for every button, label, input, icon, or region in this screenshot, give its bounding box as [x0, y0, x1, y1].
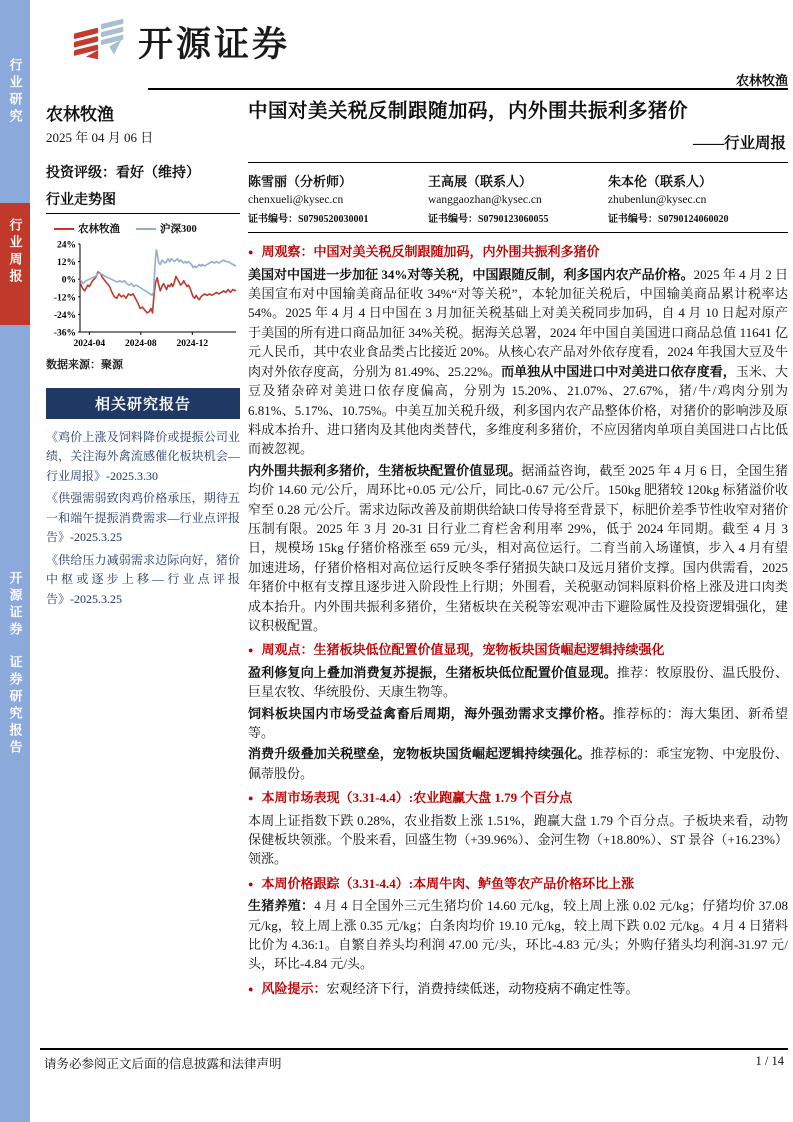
legend-item [54, 221, 120, 236]
section-heading [248, 242, 788, 262]
svg-text:-36%: -36% [53, 328, 76, 339]
company-logo [72, 14, 290, 70]
bullet-icon: ● [248, 793, 254, 804]
analyst-card [428, 171, 608, 225]
text-run: 消费升级叠加关税壁垒，宠物板块国货崛起逻辑持续强化。 [248, 746, 591, 762]
left-info-column [46, 100, 240, 612]
legend-swatch [136, 228, 156, 230]
analyst-email[interactable]: chenxueli@kysec.cn [248, 194, 344, 207]
sidebar-label-industry-research: 行业研究 [7, 58, 23, 126]
section-heading [248, 979, 788, 999]
text-run: 据涌益咨询，截至 2025 年 4 月 6 日，全国生猪均价 14.60 元/公斤，周环比+0.05 元/公斤，同比-0.67 元/公斤。150kg 肥猪较 120kg 标猪溢价收窄至 0.28 元/公斤。需求边际改善及前期供给缺口传导将至背景下，标肥价差季节性收窄对猪价压制有限。2025 年 3 月 20-31 日行业二育栏舍利用率 29%，低于 2024 年同期。截至 4 月 3 日，规模场 15kg 仔猪价格涨至 659 元/头，相对高位运行。二育当前入场谨慎，步入 4 月有望加速进场，仔猪价格相对高位运行反映冬季仔猪损失缺口及远月猪价支撑。国内供需看，2025 年猪价中枢有支撑且逐步进入阶段性上行期；外围看，关税驱动饲料原料价格上涨及进口肉类成本抬升。内外围共振利多猪价，生猪板块在关税等宏观冲击下避险属性及投资逻辑强化，建议积极配置。 [248, 462, 788, 633]
main-column [248, 98, 788, 1001]
industry-name: 农林牧渔 [46, 105, 114, 124]
text-run: 风险提示： [261, 980, 327, 996]
kaiyuan-ribbon-icon [72, 14, 128, 70]
body-paragraph [248, 704, 788, 743]
text-run: 宏观经济下行，消费持续低迷，动物疫病不确定性等。 [326, 980, 639, 996]
text-run: 本周价格跟踪（3.31-4.4）:本周牛肉、鲈鱼等农产品价格环比上涨 [261, 875, 635, 891]
body-paragraph [248, 461, 788, 636]
related-reports-title: 相关研究报告 [46, 388, 240, 419]
body-paragraph [248, 811, 788, 869]
analyst-cert: 证书编号：S0790520030001 [248, 214, 369, 226]
related-report-item[interactable]: 《供强需弱致肉鸡价格承压，期待五一和端午提振消费需求—行业点评报告》-2025.3.25 [46, 491, 240, 545]
section-heading [248, 788, 788, 808]
related-report-list [46, 428, 240, 609]
svg-text:-24%: -24% [53, 310, 76, 321]
industry-tag: 农林牧渔 [735, 73, 788, 88]
text-run: 4 月 4 日全国外三元生猪均价 14.60 元/kg，较上周上涨 0.02 元/kg；仔猪均价 37.08 元/kg，较上周上涨 0.35 元/kg；白条肉均价 19.10 元/kg，较上周下跌 0.02 元/kg。4 月 4 日猪料比价为 4.36:1。自繁自养头均利润 47.00 元/头，环比-4.83 元/头；外购仔猪头均利润-31.97 元/头，环比-4.84 元/头。 [248, 898, 788, 972]
section-heading [248, 874, 788, 894]
svg-text:24%: 24% [57, 240, 76, 251]
body-paragraph [248, 265, 788, 459]
text-run: 推荐标的：海大集团、新希望等。 [248, 705, 788, 741]
sidebar-section-industry-research [0, 0, 30, 203]
footer [44, 1054, 784, 1072]
svg-text:2024-04: 2024-04 [73, 339, 106, 349]
data-source-note: 数据来源：聚源 [46, 359, 123, 371]
text-run: 本周上证指数下跌 0.28%，农业指数上涨 1.51%，跑赢大盘 1.79 个百分点。子板块来看，动物保健板块领涨。个股来看，回盛生物（+39.96%）、金河生物（+18.80%）、ST 景谷（+16.23%）领涨。 [248, 812, 788, 867]
svg-text:12%: 12% [57, 258, 76, 269]
analyst-name: 陈雪丽（分析师） [248, 174, 353, 190]
footer-rule [40, 1048, 788, 1050]
svg-text:2024-12: 2024-12 [176, 339, 209, 349]
industry-trend-chart [46, 238, 240, 352]
text-run: 周观点：生猪板块低位配置价值显现，宠物板块国货崛起逻辑持续强化 [261, 642, 665, 658]
investment-rating: 投资评级：看好（维持） [46, 166, 200, 181]
report-date: 2025 年 04 月 06 日 [46, 130, 154, 145]
chart-legend [54, 221, 240, 236]
analysts-row [248, 162, 788, 233]
sidebar-section-brand [0, 325, 30, 1122]
text-run: 盈利修复向上叠加消费复苏提振，生猪板块低位配置价值显现。 [248, 664, 617, 680]
analyst-card [608, 171, 788, 225]
report-title: 中国对美关税反制跟随加码，内外围共振利多猪价 [248, 101, 689, 122]
analyst-name: 王高展（联系人） [427, 174, 532, 190]
analyst-email[interactable]: wanggaozhan@kysec.cn [427, 194, 542, 207]
legend-item [136, 221, 197, 236]
text-run: 饲料板块国内市场受益禽畜后周期，海外强劲需求支撑价格。 [248, 705, 613, 721]
text-run: 本周市场表现（3.31-4.4）:农业跑赢大盘 1.79 个百分点 [261, 790, 573, 806]
sidebar-section-weekly-report [0, 203, 30, 325]
bullet-icon: ● [248, 645, 254, 656]
related-report-item[interactable]: 《供给压力减弱需求边际向好，猪价中枢或逐步上移—行业点评报告》-2025.3.25 [46, 552, 240, 606]
legend-label: 沪深300 [160, 224, 197, 235]
footer-disclaimer: 请务必参阅正文后面的信息披露和法律声明 [44, 1057, 282, 1071]
text-run: 推荐：牧原股份、温氏股份、巨星农牧、华统股份、天康生物等。 [248, 664, 788, 700]
text-run: 周观察：中国对美关税反制跟随加码，内外围共振利多猪价 [261, 244, 600, 260]
report-subtitle: ——行业周报 [692, 135, 786, 153]
section-heading [248, 640, 788, 660]
analyst-name: 朱本伦（联系人） [607, 174, 712, 190]
divider [46, 213, 240, 214]
legend-swatch [54, 228, 74, 230]
page-number: 1 / 14 [755, 1054, 784, 1068]
svg-text:-12%: -12% [53, 293, 76, 304]
report-body [248, 242, 788, 999]
legend-label: 农林牧渔 [78, 224, 120, 235]
text-run: 美国对中国进一步加征 34%对等关税，中国跟随反制，利多国内农产品价格。 [248, 266, 694, 282]
sidebar-label-brand: 开源证券证券研究报告 [7, 571, 23, 757]
trend-chart-label: 行业走势图 [46, 193, 116, 208]
sidebar [0, 0, 30, 1122]
text-run: 2025 年 4 月 2 日美国宣布对中国输美商品征收 34%“对等关税”，本轮加征关税后，中国输美商品累计税率达 54%。2025 年 4 月 4 日中国在 3 月加征关税基础上对美关税同步加码，自 4 月 10 日起对原产于美国的所有进口商品加征 34%关税。据海关总署，2024 年中国自美国进口商品总值 11641 亿元人民币，其中农业食品类占比接近 20%。从核心农产品对外依存度看，2024 年我国大豆及牛肉对外依存度高，分别为 81.49%、25.22%。 [248, 266, 788, 379]
header-rule [148, 88, 788, 90]
analyst-cert: 证书编号：S0790123060055 [427, 214, 549, 226]
sidebar-label-weekly-report: 行业周报 [7, 218, 23, 286]
bullet-icon: ● [248, 983, 254, 994]
body-paragraph [248, 896, 788, 974]
bullet-icon: ● [248, 878, 254, 889]
related-report-item[interactable]: 《鸡价上涨及饲料降价或提振公司业绩，关注海外禽流感催化板块机会—行业周报》-2025.3.30 [46, 430, 240, 483]
bullet-icon: ● [248, 247, 254, 258]
analyst-cert: 证书编号：S0790124060020 [607, 214, 729, 226]
svg-text:0%: 0% [61, 275, 76, 286]
text-run: 玉米、大豆及猪杂碎对美进口依存度偏高，分别为 15.20%、21.07%、27.67%，猪/牛/鸡肉分别为 6.81%、5.17%、10.75%。中美互加关税升级，利多国内农产品整体价格，对猪价的影响涉及原料成本抬升、进口猪肉及其他肉类替代，多维度利多猪价，不应因猪肉单项自美国进口占比低而被忽视。 [248, 363, 788, 457]
company-name: 开源证券 [138, 25, 291, 64]
analyst-email[interactable]: zhubenlun@kysec.cn [607, 194, 707, 207]
body-paragraph [248, 663, 788, 702]
text-run: 内外围共振利多猪价，生猪板块配置价值显现。 [248, 462, 522, 478]
text-run: 而单独从中国进口中对美进口依存度看， [501, 363, 736, 379]
text-run: 生猪养殖： [248, 898, 315, 914]
svg-text:2024-08: 2024-08 [125, 339, 157, 349]
body-paragraph [248, 744, 788, 783]
text-run: 推荐标的：乖宝宠物、中宠股份、佩蒂股份。 [248, 746, 788, 781]
analyst-card [248, 171, 428, 225]
